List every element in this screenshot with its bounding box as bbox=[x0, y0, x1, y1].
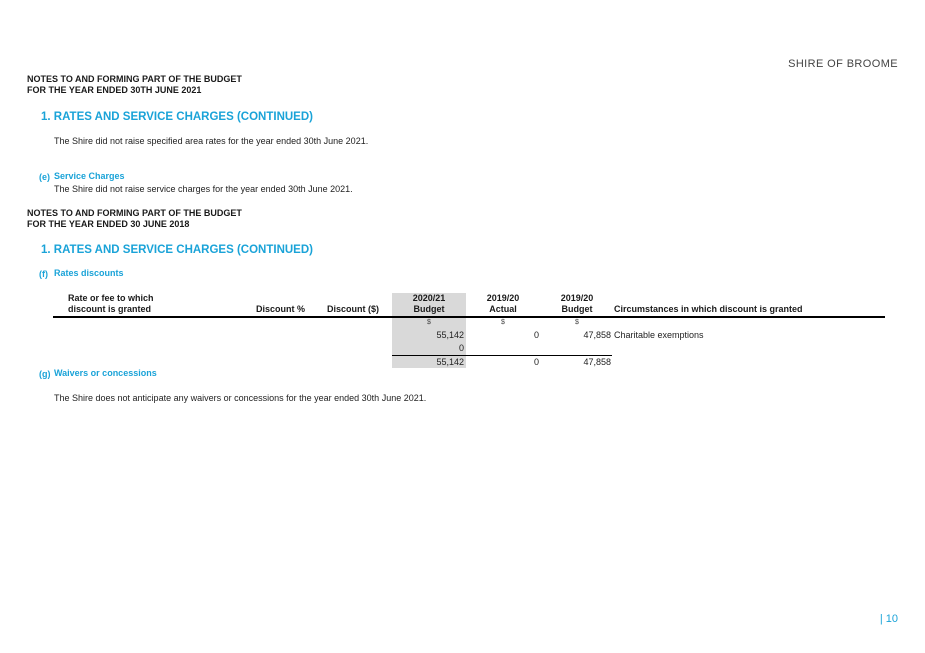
header-budget-1920: 2019/20 Budget bbox=[560, 293, 594, 314]
total-actual-1920: 0 bbox=[533, 357, 539, 367]
service-charges-text: The Shire did not raise service charges for the year ended 30th June 2021. bbox=[54, 184, 353, 194]
notes-heading-2 bbox=[27, 208, 242, 230]
cell-circumstances: Charitable exemptions bbox=[614, 330, 704, 340]
notes-heading-line: FOR THE YEAR ENDED 30TH JUNE 2021 bbox=[27, 85, 202, 95]
notes-heading-line: NOTES TO AND FORMING PART OF THE BUDGET bbox=[27, 208, 242, 218]
page-number: | 10 bbox=[879, 613, 898, 625]
total-budget-1920: 47,858 bbox=[583, 357, 611, 367]
currency-label: $ bbox=[501, 319, 505, 326]
total-budget-2021: 55,142 bbox=[436, 357, 464, 367]
header-rate-fee: Rate or fee to which discount is granted bbox=[68, 293, 154, 314]
header-budget-2021: 2020/21 Budget bbox=[412, 293, 446, 314]
total-rule bbox=[392, 355, 612, 356]
notes-heading-line: FOR THE YEAR ENDED 30 JUNE 2018 bbox=[27, 219, 190, 229]
header-actual-1920: 2019/20 Actual bbox=[486, 293, 520, 314]
notes-heading-1 bbox=[27, 74, 242, 96]
subsection-letter: (e) bbox=[39, 172, 50, 182]
section-title: 1. RATES AND SERVICE CHARGES (CONTINUED) bbox=[41, 111, 313, 123]
subsection-letter: (f) bbox=[39, 269, 48, 279]
cell-actual-1920: 0 bbox=[533, 330, 539, 340]
specified-area-rates-text: The Shire did not raise specified area rates for the year ended 30th June 2021. bbox=[54, 136, 369, 146]
header-discount-percent: Discount % bbox=[256, 304, 306, 314]
service-charges-heading: Service Charges bbox=[54, 171, 125, 181]
section-title: 1. RATES AND SERVICE CHARGES (CONTINUED) bbox=[41, 244, 313, 256]
currency-label: $ bbox=[575, 319, 579, 326]
notes-heading-line: NOTES TO AND FORMING PART OF THE BUDGET bbox=[27, 74, 242, 84]
organization-name: SHIRE OF BROOME bbox=[788, 58, 898, 70]
header-rule bbox=[53, 316, 885, 318]
cell-budget-2021: 0 bbox=[458, 343, 464, 353]
rates-discounts-heading: Rates discounts bbox=[54, 268, 124, 278]
currency-label: $ bbox=[427, 319, 431, 326]
cell-budget-1920: 47,858 bbox=[583, 330, 611, 340]
header-discount-amount: Discount ($) bbox=[327, 304, 380, 314]
waivers-heading: Waivers or concessions bbox=[54, 368, 157, 378]
header-circumstances: Circumstances in which discount is granted bbox=[614, 304, 803, 314]
subsection-letter: (g) bbox=[39, 369, 51, 379]
waivers-text: The Shire does not anticipate any waivers or concessions for the year ended 30th June 2021. bbox=[54, 393, 427, 403]
cell-budget-2021: 55,142 bbox=[436, 330, 464, 340]
